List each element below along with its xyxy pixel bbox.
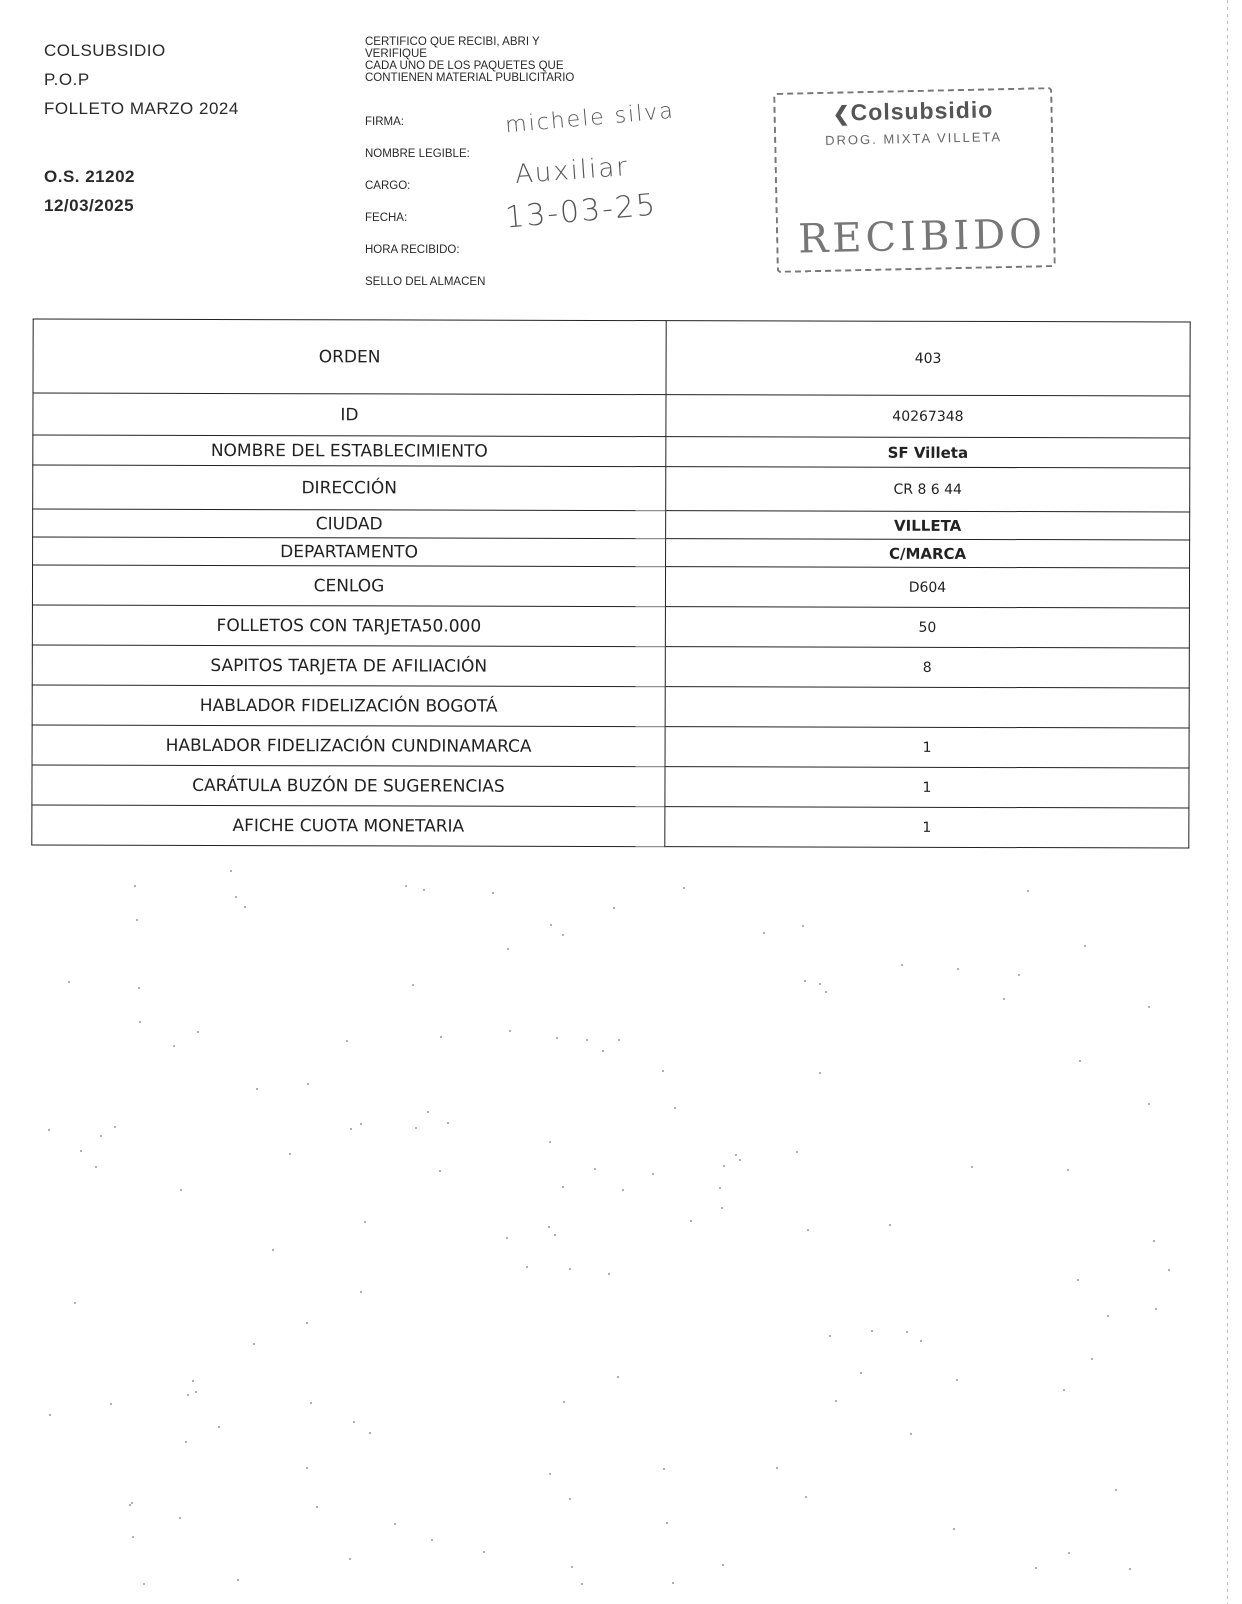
scan-speck xyxy=(48,1129,50,1131)
scan-speck xyxy=(131,1502,133,1504)
scan-speck xyxy=(901,964,903,966)
scan-speck xyxy=(49,1414,51,1416)
scan-speck xyxy=(483,1551,485,1553)
scan-speck xyxy=(889,1224,891,1226)
scan-speck xyxy=(608,1273,610,1275)
scan-speck xyxy=(1063,1389,1065,1391)
scan-speck xyxy=(306,1322,308,1324)
row-value: 8 xyxy=(665,647,1189,688)
scan-speck xyxy=(509,1030,511,1032)
delivery-table xyxy=(31,318,1190,848)
table-row xyxy=(33,435,1190,468)
handwritten-signature: michele silva xyxy=(504,98,676,139)
scan-speck xyxy=(310,1402,312,1404)
scan-speck xyxy=(253,1343,255,1345)
scan-speck xyxy=(920,1340,922,1342)
scan-speck xyxy=(139,1021,141,1023)
sello-label: SELLO DEL ALMACEN xyxy=(365,276,486,288)
folleto-title: FOLLETO MARZO 2024 xyxy=(44,99,239,118)
scan-speck xyxy=(1153,1240,1155,1242)
scan-speck xyxy=(110,1403,112,1405)
scan-speck xyxy=(581,1583,583,1585)
table-row xyxy=(33,465,1190,512)
colsubsidio-logo-icon: ❮ xyxy=(832,103,851,126)
stamp-brand-text: Colsubsidio xyxy=(850,96,994,126)
table-row xyxy=(32,605,1189,648)
scan-speck xyxy=(492,892,494,894)
scan-speck xyxy=(185,1441,187,1443)
scan-speck xyxy=(550,924,552,926)
scan-speck xyxy=(957,968,959,970)
scan-speck xyxy=(825,991,827,993)
scan-speck xyxy=(230,870,232,872)
handwritten-cargo: Auxiliar xyxy=(514,152,630,190)
scan-speck xyxy=(563,1401,565,1403)
company-name: COLSUBSIDIO xyxy=(44,41,166,60)
scan-speck xyxy=(440,1036,442,1038)
scan-speck xyxy=(423,889,425,891)
row-value: SF Villeta xyxy=(666,437,1190,468)
scan-speck xyxy=(910,1433,912,1435)
scan-speck xyxy=(549,1141,551,1143)
stamp-status: RECIBIDO xyxy=(797,211,1047,263)
scan-speck xyxy=(556,1037,558,1039)
scan-speck xyxy=(618,1039,620,1041)
scan-speck xyxy=(796,1151,798,1153)
scan-speck xyxy=(953,1528,955,1530)
scan-speck xyxy=(819,1072,821,1074)
row-label: CARÁTULA BUZÓN DE SUGERENCIAS xyxy=(32,765,665,807)
scan-speck xyxy=(622,1189,624,1191)
handwritten-date: 13-03-25 xyxy=(503,187,659,236)
scan-speck xyxy=(1003,998,1005,1000)
scan-speck xyxy=(663,1468,665,1470)
scan-speck xyxy=(218,1426,220,1428)
scan-speck xyxy=(807,1229,809,1231)
scan-speck xyxy=(369,1432,371,1434)
row-value: 403 xyxy=(666,321,1190,396)
table-row xyxy=(33,393,1190,438)
row-value xyxy=(665,687,1189,728)
scan-speck xyxy=(180,1189,182,1191)
scan-speck xyxy=(272,1249,274,1251)
table-row xyxy=(32,565,1189,608)
scan-speck xyxy=(195,1391,197,1393)
scan-speck xyxy=(134,885,136,887)
scan-speck xyxy=(666,1522,668,1524)
scan-speck xyxy=(1107,1315,1109,1317)
scan-speck xyxy=(719,1187,721,1189)
table-row xyxy=(32,765,1189,808)
scan-speck xyxy=(1079,1060,1081,1062)
scan-edge xyxy=(1227,0,1228,1604)
scan-speck xyxy=(1027,890,1029,892)
scan-speck xyxy=(602,1050,604,1052)
scan-speck xyxy=(1077,1279,1079,1281)
scan-speck xyxy=(683,887,685,889)
cert-line: CADA UNO DE LOS PAQUETES QUE xyxy=(365,60,564,72)
table-row xyxy=(32,805,1189,848)
scan-speck xyxy=(549,1473,551,1475)
scan-speck xyxy=(114,1126,116,1128)
scan-speck xyxy=(197,1031,199,1033)
scan-speck xyxy=(350,1128,352,1130)
table-row xyxy=(32,645,1189,688)
scan-speck xyxy=(306,1467,308,1469)
row-value: 50 xyxy=(665,607,1189,648)
scan-speck xyxy=(132,1536,134,1538)
scan-speck xyxy=(129,1504,131,1506)
certification-text xyxy=(365,36,574,84)
scan-speck xyxy=(835,1400,837,1402)
scan-speck xyxy=(971,1166,973,1168)
row-label: FOLLETOS CON TARJETA50.000 xyxy=(32,605,665,647)
scan-speck xyxy=(307,1083,309,1085)
scan-speck xyxy=(100,1135,102,1137)
row-value: CR 8 6 44 xyxy=(666,467,1190,512)
scan-speck xyxy=(906,1331,908,1333)
scan-speck xyxy=(316,1506,318,1508)
scan-speck xyxy=(956,1379,958,1381)
scan-speck xyxy=(179,1517,181,1519)
row-label: ID xyxy=(33,393,666,437)
scan-speck xyxy=(1168,1269,1170,1271)
scan-speck xyxy=(562,1186,564,1188)
scan-speck xyxy=(412,984,414,986)
cert-line: VERIFIQUE xyxy=(365,48,427,60)
scan-speck xyxy=(439,1170,441,1172)
scan-speck xyxy=(1115,1489,1117,1491)
row-value: 1 xyxy=(665,807,1189,848)
row-label: CENLOG xyxy=(32,565,665,607)
scan-speck xyxy=(594,1168,596,1170)
scan-speck xyxy=(237,1579,239,1581)
scan-speck xyxy=(721,1207,723,1209)
scan-speck xyxy=(662,1070,664,1072)
row-label: DIRECCIÓN xyxy=(33,465,666,511)
row-value: VILLETA xyxy=(666,511,1190,540)
scan-speck xyxy=(394,1523,396,1525)
row-label: DEPARTAMENTO xyxy=(33,537,666,567)
cert-line: CONTIENEN MATERIAL PUBLICITARIO xyxy=(365,72,575,84)
scan-speck xyxy=(235,896,237,898)
scan-speck xyxy=(805,1496,807,1498)
scan-speck xyxy=(1148,1006,1150,1008)
row-label: HABLADOR FIDELIZACIÓN CUNDINAMARCA xyxy=(32,725,665,767)
scan-speck xyxy=(871,1330,873,1332)
scan-speck xyxy=(674,1107,676,1109)
cargo-label: CARGO: xyxy=(365,180,411,192)
scan-speck xyxy=(802,925,804,927)
scan-speck xyxy=(507,948,509,950)
row-label: CIUDAD xyxy=(33,509,666,539)
scan-speck xyxy=(569,1498,571,1500)
scan-speck xyxy=(405,885,407,887)
scan-speck xyxy=(562,934,564,936)
row-label: NOMBRE DEL ESTABLECIMIENTO xyxy=(33,435,666,467)
scan-speck xyxy=(617,1376,619,1378)
scan-speck xyxy=(1129,1568,1131,1570)
row-value: 40267348 xyxy=(666,395,1190,438)
scan-speck xyxy=(548,1226,550,1228)
table-row xyxy=(32,725,1189,768)
scan-speck xyxy=(554,1234,556,1236)
scan-speck xyxy=(431,1539,433,1541)
order-date: 12/03/2025 xyxy=(44,196,135,215)
scan-speck xyxy=(739,1159,741,1161)
received-stamp xyxy=(773,87,1056,273)
scan-speck xyxy=(256,1088,258,1090)
scan-speck xyxy=(138,987,140,989)
scan-speck xyxy=(1068,1552,1070,1554)
table-row xyxy=(33,319,1190,396)
scan-speck xyxy=(68,981,70,983)
service-order: O.S. 21202 xyxy=(44,167,136,186)
scan-speck xyxy=(569,1268,571,1270)
scan-speck xyxy=(526,1266,528,1268)
fecha-label: FECHA: xyxy=(365,212,408,224)
row-label: HABLADOR FIDELIZACIÓN BOGOTÁ xyxy=(32,685,665,727)
row-value: D604 xyxy=(665,567,1189,608)
scan-speck xyxy=(173,1045,175,1047)
scan-speck xyxy=(427,1111,429,1113)
table-row xyxy=(33,509,1190,540)
scan-speck xyxy=(672,1582,674,1584)
scan-speck xyxy=(735,1154,737,1156)
scan-speck xyxy=(244,906,246,908)
scan-speck xyxy=(690,1220,692,1222)
document-header xyxy=(44,36,239,220)
row-value: C/MARCA xyxy=(666,539,1190,568)
scan-speck xyxy=(1148,1103,1150,1105)
scan-speck xyxy=(74,1302,76,1304)
scan-speck xyxy=(80,1150,82,1152)
scan-speck xyxy=(349,1558,351,1560)
scan-speck xyxy=(360,1291,362,1293)
scan-speck xyxy=(1091,1358,1093,1360)
scan-speck xyxy=(289,1153,291,1155)
scan-speck xyxy=(187,1394,189,1396)
scan-speck xyxy=(364,1221,366,1223)
scan-speck xyxy=(571,1566,573,1568)
nombre-label: NOMBRE LEGIBLE: xyxy=(365,148,470,160)
row-label: AFICHE CUOTA MONETARIA xyxy=(32,805,665,847)
row-label: SAPITOS TARJETA DE AFILIACIÓN xyxy=(32,645,665,687)
cert-line: CERTIFICO QUE RECIBI, ABRI Y xyxy=(365,36,540,48)
scan-speck xyxy=(586,1039,588,1041)
scan-speck xyxy=(804,980,806,982)
scan-speck xyxy=(447,1122,449,1124)
scan-speck xyxy=(1155,1308,1157,1310)
scan-speck xyxy=(652,1173,654,1175)
row-value: 1 xyxy=(665,767,1189,808)
scan-speck xyxy=(829,1335,831,1337)
hora-label: HORA RECIBIDO: xyxy=(365,244,460,256)
scan-speck xyxy=(1018,974,1020,976)
scan-speck xyxy=(1067,1169,1069,1171)
scan-speck xyxy=(95,1166,97,1168)
table-row xyxy=(32,685,1189,728)
scan-speck xyxy=(143,1583,145,1585)
scan-speck xyxy=(360,1123,362,1125)
department: P.O.P xyxy=(44,70,90,89)
table-row xyxy=(33,537,1190,568)
scan-speck xyxy=(192,1380,194,1382)
firma-label: FIRMA: xyxy=(365,116,404,128)
scan-speck xyxy=(353,1421,355,1423)
scan-speck xyxy=(723,1165,725,1167)
scan-speck xyxy=(613,907,615,909)
stamp-store: DROG. MIXTA VILLETA xyxy=(825,129,1003,148)
row-label: ORDEN xyxy=(33,319,666,395)
scan-speck xyxy=(1084,945,1086,947)
scan-speck xyxy=(1035,1567,1037,1569)
scan-speck xyxy=(819,983,821,985)
scan-speck xyxy=(860,1372,862,1374)
scan-speck xyxy=(415,1127,417,1129)
scan-speck xyxy=(776,1467,778,1469)
scan-speck xyxy=(722,1564,724,1566)
stamp-brand xyxy=(775,95,1051,128)
scan-speck xyxy=(763,932,765,934)
scan-speck xyxy=(136,919,138,921)
scan-speck xyxy=(506,1237,508,1239)
row-value: 1 xyxy=(665,727,1189,768)
scan-speck xyxy=(346,1040,348,1042)
